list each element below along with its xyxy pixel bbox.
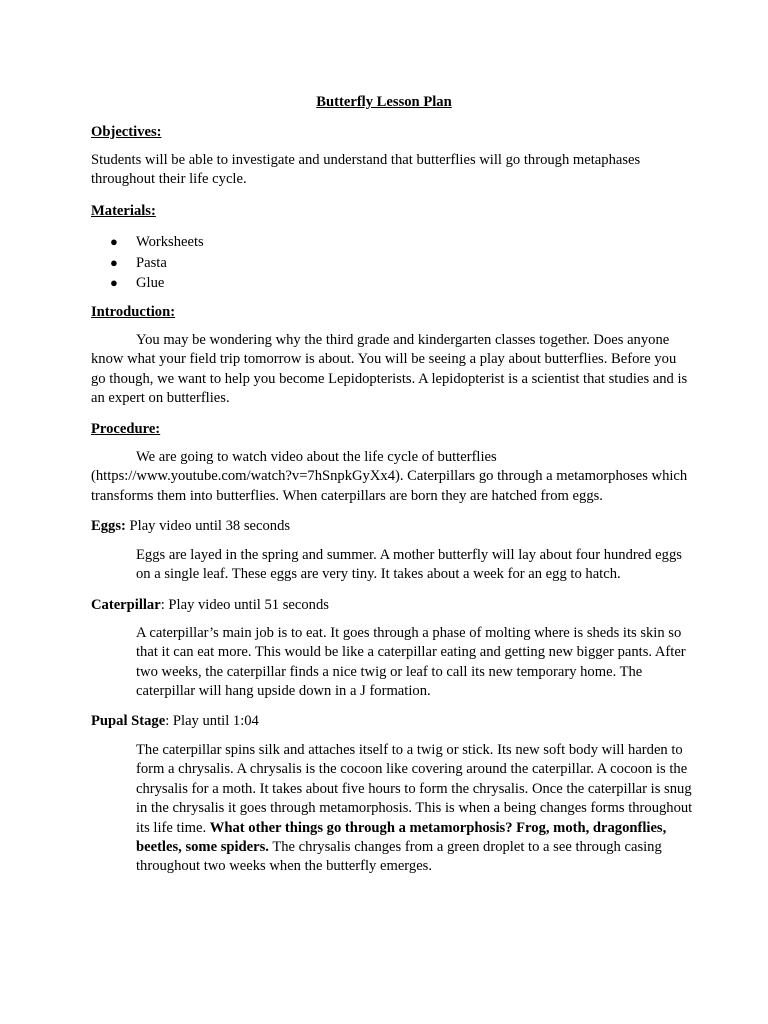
introduction-text: You may be wondering why the third grade and kindergarten classes together. Does anyone know what your field trip tomorrow is about. You will be seeing a play about butterflies. Before you go though, we want to help you become Lepidopterists. A lepidopterist is a scientist that studies and is an expert on butterflies. [91,332,688,407]
procedure-heading: Procedure: [91,421,161,437]
eggs-text: Eggs are layed in the spring and summer. A mother butterfly will lay about four hundred eggs on a single leaf. These eggs are very tiny. It takes about a week for an egg to hatch. [136,547,682,583]
materials-heading: Materials: [91,203,156,219]
materials-list [110,232,204,294]
objectives-text: Students will be able to investigate and understand that butterflies will go through metaphases throughout their life cycle. [91,152,641,188]
caterpillar-instruction: : Play video until 51 seconds [160,597,329,613]
bullet-icon: ● [110,234,118,249]
list-item [110,253,204,274]
pupal-instruction: : Play until 1:04 [165,713,259,729]
list-item-label: Glue [136,275,165,292]
pupal-label: Pupal Stage [91,713,166,729]
introduction-heading: Introduction: [91,304,176,320]
pupal-text [136,741,696,877]
pupal-text-question: What other things go through a metamorphosis? Frog, moth, dragonflies, beetles, some spiders. [136,819,667,856]
objectives-heading: Objectives: [91,124,162,140]
pupal-text-end: The chrysalis changes from a green droplet to a see through casing throughout two weeks when the butterfly emerges. [136,839,662,875]
pupal-text-start: The caterpillar spins silk and attaches itself to a twig or stick. Its new soft body will harden to form a chrysalis. A chrysalis is the cocoon like covering around the caterpillar. A cocoon is the chrysalis for a moth. It takes about five hours to form the chrysalis. Once the caterpillar is snug in the chrysalis it goes through metamorphosis. This is when a being changes forms throughout its life time. [136,742,693,836]
eggs-label-line [91,517,290,536]
caterpillar-label: Caterpillar [91,597,161,613]
list-item-label: Pasta [136,254,167,271]
list-item-label: Worksheets [136,234,204,250]
pupal-label-line [91,712,259,731]
eggs-instruction: Play video until 38 seconds [125,518,291,534]
bullet-icon: ● [110,275,118,291]
bullet-icon: ● [110,254,118,270]
caterpillar-label-line [91,596,329,615]
document-title: Butterfly Lesson Plan [316,94,452,110]
list-item [110,273,204,294]
procedure-text: We are going to watch video about the life cycle of butterflies (https://www.youtube.com/watch?v=7hSnpkGyXx4). Caterpillars go through a metamorphoses which transforms them into butterflies. When caterpillars are born they are hatched from eggs. [91,449,688,504]
list-item [110,232,204,253]
caterpillar-text: A caterpillar’s main job is to eat. It goes through a phase of molting where is sheds its skin so that it can eat more. This would be like a caterpillar eating and getting new bigger pants. After two weeks, the caterpillar finds a nice twig or leaf to call its new temporary home. The caterpillar will hang upside down in a J formation. [136,625,686,700]
eggs-label: Eggs: [91,518,126,534]
